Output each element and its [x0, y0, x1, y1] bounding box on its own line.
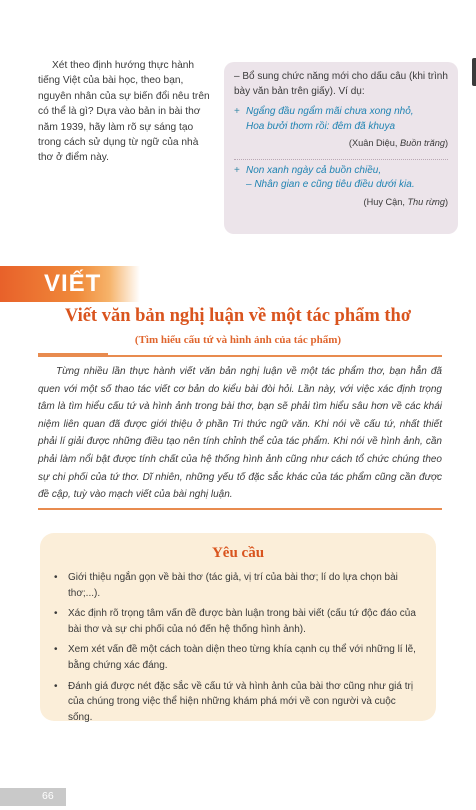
example-marker: + — [234, 164, 240, 176]
example-divider — [234, 159, 448, 160]
requirement-item: • Giới thiệu ngắn gọn về bài thơ (tác giả, vị trí của bài thơ; lí do lựa chọn bài thơ;...). — [54, 570, 422, 601]
requirements-box — [40, 533, 436, 721]
intro-top-rule — [38, 355, 442, 357]
example-credit: (Huy Cận, Thu rừng) — [363, 196, 448, 207]
intro-bottom-rule — [38, 508, 442, 510]
intro-text: Từng nhiều lần thực hành viết văn bản nghị luận về một tác phẩm thơ, bạn hẳn đã quen với một số thao tác viết cơ bản do kiểu bài đòi hỏi. Lần này, với việc xác định trọng tâm là tìm hiểu cấu tứ và hình ảnh trong bài thơ, bạn sẽ phải tìm hiểu sâu hơn về các khái niệm liên quan đã được giới thiệu ở phần Tri thức ngữ văn. Khi nói về cấu tứ, nhất thiết phải lí giải được những điều tạo nên tính chỉnh thể của tác phẩm. Khi nói về hình ảnh, cần phải làm nổi bật được tính chất của hệ thống hình ảnh cũng như cách tổ chức chúng theo sự chi phối của tứ thơ. Dĩ nhiên, những yếu tố đặc sắc khác của tác phẩm cũng cần được đề cập, tuỳ vào mạch viết của bài nghị luận. — [38, 366, 442, 501]
example-lead: – Bổ sung chức năng mới cho dấu câu (khi trình bày văn bản trên giấy). Ví dụ: — [234, 71, 448, 97]
example-credit: (Xuân Diệu, Buồn trăng) — [348, 138, 448, 148]
section-title: Viết văn bản nghị luận về một tác phẩm thơ — [64, 306, 412, 326]
example-2 — [234, 164, 448, 210]
requirement-item: • Đánh giá được nét đặc sắc về cấu tứ và hình ảnh của bài thơ cũng như giá trị của chúng trong việc thể hiện những khám phá mới về con người và cuộc sống. — [54, 679, 422, 726]
example-line: Ngẩng đầu ngẩm mãi chưa xong nhỏ, — [246, 106, 414, 117]
section-banner-label: VIẾT — [44, 270, 102, 297]
question-text: Xét theo định hướng thực hành tiếng Việt của bài học, theo bạn, nguyên nhân của sự biến đổi nêu trên có thể là gì? Dựa vào bản in bài thơ năm 1939, hãy làm rõ sự sáng tạo trong cách sử dụng từ ngữ của nhà thơ ở điểm này. — [38, 60, 210, 164]
question-block — [38, 58, 213, 166]
example-marker: + — [234, 106, 240, 117]
page-number-tab — [0, 788, 66, 806]
requirement-item: • Xem xét vấn đề một cách toàn diện theo từng khía cạnh cụ thể với những lí lẽ, bằng chứng xác đáng. — [54, 642, 422, 673]
section-subtitle: (Tìm hiểu cấu tứ và hình ảnh của tác phẩm) — [134, 334, 342, 346]
example-line: – Nhân gian e cũng tiêu điều dưới kia. — [246, 179, 415, 190]
page-number: 66 — [42, 790, 54, 802]
example-line: Hoa bưởi thơm rồi: đêm đã khuya — [246, 120, 396, 132]
page-edge-tab — [472, 58, 476, 86]
section-banner — [0, 266, 140, 302]
requirements-title: Yêu cầu — [211, 545, 265, 561]
example-line: Non xanh ngày cả buồn chiều, — [246, 164, 382, 176]
example-box — [224, 62, 458, 234]
intro-block — [38, 363, 442, 504]
requirements-list — [54, 570, 422, 725]
requirement-item: • Xác định rõ trọng tâm vấn đề được bàn luận trong bài viết (cấu tứ độc đáo của bài thơ và sự chi phối của nó đến hệ thống hình ảnh). — [54, 606, 422, 637]
example-1 — [234, 105, 448, 151]
